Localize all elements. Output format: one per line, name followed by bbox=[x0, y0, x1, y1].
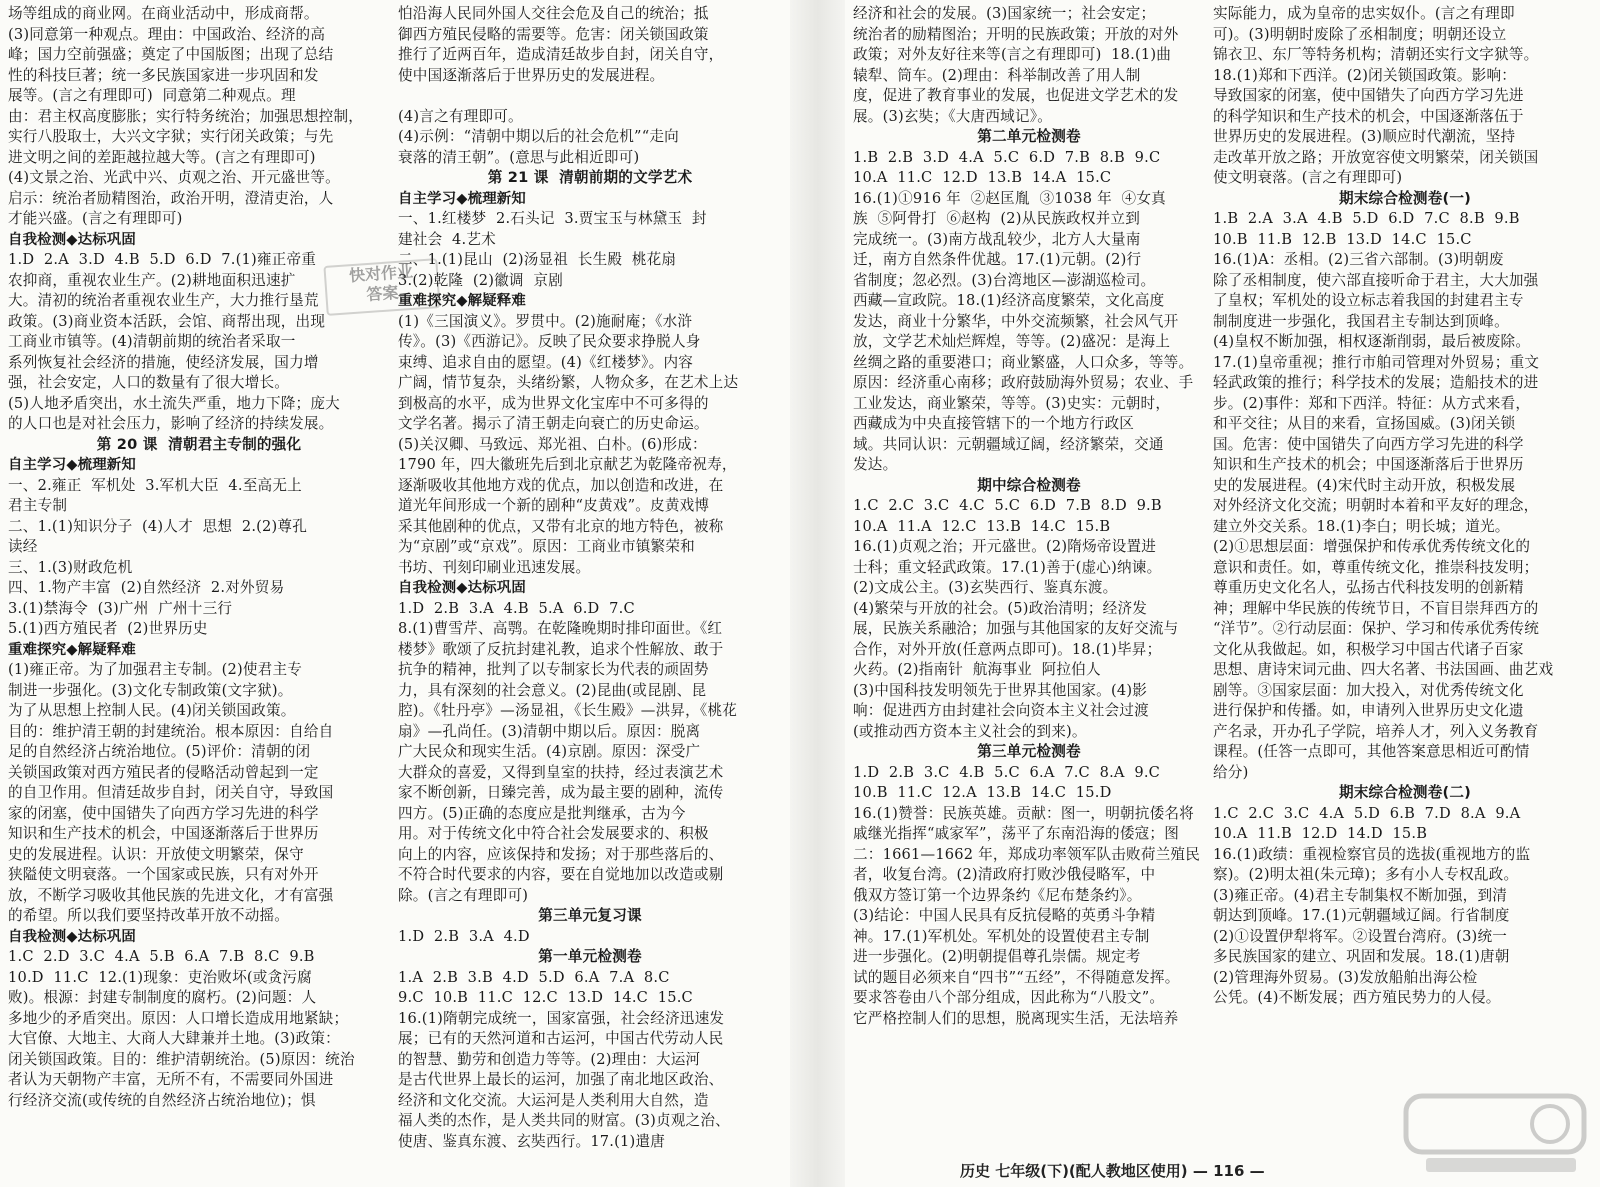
section-heading: 重难探究◆解疑释难 bbox=[398, 293, 526, 309]
answer-line: 四方。(5)正确的态度应是批判继承，古为今 bbox=[398, 804, 686, 822]
answer-line: (或推动西方资本主义社会的到来)。 bbox=[853, 722, 1087, 740]
answer-line: 强，社会安定，人口的数量有了很大增长。 bbox=[8, 374, 290, 391]
answer-line: 使唐、鉴真东渡、玄奘西行。17.(1)遣唐 bbox=[398, 1132, 665, 1150]
answer-line: 火药。(2)指南针 航海事业 阿拉伯人 bbox=[853, 661, 1101, 678]
answer-line: 农抑商，重视农业生产。(2)耕地面积迅速扩 bbox=[8, 271, 296, 289]
answer-line: 束缚、追求自由的愿望。(4)《红楼梦》。内容 bbox=[398, 353, 694, 371]
answer-line: 轻武政策的推行；科学技术的发展；造船技术的进 bbox=[1213, 374, 1539, 391]
answer-line: 3.(1)禁海令 (3)广州 广州十三行 bbox=[8, 599, 233, 617]
answer-line: 逐渐吸收其他地方戏的优点，加以创造和改进，在 bbox=[398, 476, 724, 494]
answer-line: 西藏—宣政院。18.(1)经济高度繁荣，文化高度 bbox=[853, 292, 1165, 309]
answer-line: 场等组成的商业网。在商业活动中，形成商帮。 bbox=[8, 5, 319, 22]
answer-line: 制制度进一步强化，我国君主专制达到顶峰。 bbox=[1213, 312, 1509, 330]
answer-line: 二：1661—1662 年，郑成功率领军队击败荷兰殖民 bbox=[853, 845, 1201, 863]
lesson-title: 第 20 课 清朝君主专制的强化 bbox=[96, 435, 302, 453]
answer-line: 族 ⑤阿骨打 ⑥赵构 (2)从民族政权并立到 bbox=[853, 210, 1141, 227]
answer-line: 怕沿海人民同外国人交往会危及自己的统治；抵 bbox=[398, 5, 709, 22]
answer-line: 福人类的杰作，是人类共同的财富。(3)贞观之治、 bbox=[398, 1112, 730, 1129]
answer-line: (4)繁荣与开放的社会。(5)政治清明；经济发 bbox=[853, 599, 1148, 617]
column-2 bbox=[398, 4, 782, 1187]
answer-line: (1)雍正帝。为了加强君主专制。(2)使君主专 bbox=[8, 661, 303, 678]
stamp-text: 答案 bbox=[365, 282, 400, 305]
answer-line: (4)言之有理即可。 bbox=[398, 107, 523, 125]
answer-line: 进行保护和传播。如，申请列入世界历史文化遗 bbox=[1213, 702, 1524, 719]
answer-line: 神。17.(1)军机处。军机处的设置使君主专制 bbox=[853, 927, 1150, 945]
answer-line: 展等。(言之有理即可) 同意第二种观点。理 bbox=[8, 87, 296, 104]
answer-line: 迁，南方自然条件优越。17.(1)元朝。(2)行 bbox=[853, 251, 1142, 268]
answer-line: 课程。(任答一点即可，其他答案意思相近可酌情 bbox=[1213, 743, 1530, 760]
answer-line: 制进一步强化。(3)文化专制政策(文字狱)。 bbox=[8, 681, 293, 699]
answer-line: 10.A 11.C 12.D 13.B 14.A 15.C bbox=[853, 169, 1112, 186]
answer-line: 君主专制 bbox=[8, 497, 68, 514]
answer-line: 10.A 11.B 12.D 14.D 15.B bbox=[1213, 825, 1428, 842]
answer-line: 的自卫作用。但清廷故步自封，闭关自守，导致国 bbox=[8, 784, 334, 801]
answer-line: 用。对于传统文化中符合社会发展要求的、积极 bbox=[398, 825, 709, 842]
answer-line: (4)文景之治、光武中兴、贞观之治、开元盛世等。 bbox=[8, 169, 340, 186]
answer-line: 给分) bbox=[1213, 763, 1249, 781]
answer-line: 关锁国政策对西方殖民者的侵略活动曾起到一定 bbox=[8, 763, 319, 781]
answer-line: 才能兴盛。(言之有理即可) bbox=[8, 210, 183, 227]
answer-line: 完成统一。(3)南方战乱较少，北方人大量南 bbox=[853, 230, 1141, 248]
answer-line: 大官僚、大地主、大商人大肆兼并土地。(3)政策： bbox=[8, 1030, 340, 1047]
answer-line: 家的闭塞，使中国错失了向西方学习先进的科学 bbox=[8, 804, 319, 822]
answer-line: (5)关汉卿、马致远、郑光祖、白朴。(6)形成： bbox=[398, 435, 707, 453]
answer-line: 的人口也是对社会压力，影响了经济的持续发展。 bbox=[8, 415, 334, 432]
answer-line: 为“京剧”或“京戏”。原因：工商业市镇繁荣和 bbox=[398, 538, 695, 555]
answer-line: 9.C 10.B 11.C 12.C 13.D 14.C 15.C bbox=[398, 989, 693, 1006]
answer-line: 的科学知识和生产技术的机会，中国逐渐落伍于 bbox=[1213, 107, 1524, 125]
answer-line bbox=[398, 86, 782, 107]
lesson-title: 期末综合检测卷(二) bbox=[1338, 784, 1472, 801]
answer-line: 意识和责任。如，尊重传统文化，推崇科技发明； bbox=[1213, 558, 1539, 576]
answer-line: 足的自然经济占统治地位。(5)评价：清朝的闭 bbox=[8, 743, 311, 760]
answer-line: 西藏成为中央直接管辖下的一个地方行政区 bbox=[853, 415, 1135, 432]
answer-line: 扇》—孔尚任。(3)清朝中期以后。原因：脱离 bbox=[398, 722, 701, 740]
answer-line: 可)。(3)明朝时废除了丞相制度；明朝还设立 bbox=[1213, 25, 1507, 43]
answer-line: 腔)。《牡丹亭》—汤显祖，《长生殿》—洪昇，《桃花 bbox=[398, 702, 738, 719]
answer-line: (3)雍正帝。(4)君主专制集权不断加强，到清 bbox=[1213, 886, 1508, 904]
answer-line: 1.C 2.C 3.C 4.A 5.D 6.B 7.D 8.A 9.A bbox=[1213, 804, 1521, 822]
answer-line: 广大民众和现实生活。(4)京剧。原因：深受广 bbox=[398, 743, 701, 760]
lesson-title: 期末综合检测卷(一) bbox=[1338, 189, 1472, 207]
answer-line: 知识和生产技术的机会，中国逐渐落后于世界历 bbox=[8, 825, 319, 842]
answer-line: 步。(2)事件：郑和下西洋。特征：从方式来看， bbox=[1213, 394, 1531, 412]
answer-line: “洋节”。②行动层面：保护、学习和传承优秀传统 bbox=[1213, 620, 1539, 637]
answer-line: (4)示例：“清朝中期以后的社会危机”“走向 bbox=[398, 128, 679, 145]
lesson-title: 第三单元检测卷 bbox=[977, 743, 1081, 760]
answer-line: 向上的内容，应该保持和发扬；对于那些落后的、 bbox=[398, 845, 724, 863]
answer-line: (4)皇权不断加强，相权逐渐削弱，最后被废除。 bbox=[1213, 333, 1531, 350]
lesson-title: 第 21 课 清朝前期的文学艺术 bbox=[487, 169, 693, 186]
answer-line: 16.(1)A：丞相。(2)三省六部制。(3)明朝废 bbox=[1213, 251, 1504, 268]
answer-line: 楼梦》歌颂了反抗封建礼教，追求个性解放、敢于 bbox=[398, 640, 724, 658]
answer-line: 的智慧、勤劳和创造力等等。(2)理由：大运河 bbox=[398, 1050, 701, 1068]
lesson-title: 期中综合检测卷 bbox=[977, 476, 1081, 494]
answer-line: 文学名著。揭示了清王朝走向衰亡的历史命运。 bbox=[398, 415, 709, 432]
answer-line: 发达。 bbox=[853, 456, 898, 473]
answer-line: 1.D 2.B 3.C 4.B 5.C 6.A 7.C 8.A 9.C bbox=[853, 763, 1161, 781]
answer-line: 17.(1)皇帝重视；推行市舶司管理对外贸易；重文 bbox=[1213, 353, 1540, 371]
answer-line: 除了丞相制度，使六部直接听命于君主，大大加强 bbox=[1213, 271, 1539, 289]
answer-line: 除。(言之有理即可) bbox=[398, 886, 529, 904]
answer-line: 不符合时代要求的内容，要在自觉地加以改造或剔 bbox=[398, 866, 724, 883]
answer-line: 产名录，开办孔子学院，培养人才，列入义务教育 bbox=[1213, 722, 1539, 740]
answer-line: 到极高的水平，成为世界文化宝库中不可多得的 bbox=[398, 394, 709, 412]
answer-line: 剧等。③国家层面：加大投入，对优秀传统文化 bbox=[1213, 681, 1524, 699]
answer-line: 放，不断学习吸收其他民族的先进文化，才有富强 bbox=[8, 886, 334, 904]
answer-line: 道光年间形成一个新的剧种“皮黄戏”。皮黄戏博 bbox=[398, 497, 710, 514]
answer-line: 为了从思想上控制人民。(4)闭关锁国政策。 bbox=[8, 702, 296, 719]
answer-line: 抗争的精神，批判了以专制家长为代表的顽固势 bbox=[398, 661, 709, 678]
answer-line: 性的科技巨著；统一多民族国家进一步巩固和发 bbox=[8, 66, 319, 84]
answer-line: 察)。(2)明太祖(朱元璋)；多有小人专权乱政。 bbox=[1213, 866, 1519, 883]
answer-line: 16.(1)政绩：重视检察官员的选拔(重视地方的监 bbox=[1213, 845, 1531, 863]
answer-line: 实际能力，成为皇帝的忠实奴仆。(言之有理即 bbox=[1213, 5, 1515, 22]
answer-line: (3)结论：中国人民具有反抗侵略的英勇斗争精 bbox=[853, 907, 1156, 924]
answer-line: 丝绸之路的重要港口；商业繁盛，人口众多，等等。 bbox=[853, 353, 1194, 371]
answer-line: 狭隘使文明衰落。一个国家或民族，只有对外开 bbox=[8, 866, 319, 883]
answer-line: (2)文成公主。(3)玄奘西行、鉴真东渡。 bbox=[853, 579, 1118, 596]
answer-line: 展。(3)玄奘；《大唐西域记》。 bbox=[853, 107, 1052, 125]
answer-line: 工业发达，商业繁荣，等等。(3)史实：元朝时， bbox=[853, 394, 1171, 412]
section-heading: 自主学习◆梳理新知 bbox=[8, 457, 136, 473]
section-heading: 自我检测◆达标巩固 bbox=[8, 928, 136, 945]
answer-line: 16.(1)①916 年 ②赵匡胤 ③1038 年 ④女真 bbox=[853, 189, 1166, 207]
answer-line: 是古代世界上最长的运河，加强了南北地区政治、 bbox=[398, 1071, 724, 1088]
section-heading: 自主学习◆梳理新知 bbox=[398, 190, 526, 207]
answer-line: 1.D 2.A 3.D 4.B 5.D 6.D 7.(1)雍正帝重 bbox=[8, 251, 317, 268]
answer-line: 国。危害：使中国错失了向西方学习先进的科学 bbox=[1213, 435, 1524, 453]
answer-line: 建立外交关系。18.(1)李白；明长城；道光。 bbox=[1213, 517, 1510, 535]
answer-line: 1.C 2.D 3.C 4.A 5.B 6.A 7.B 8.C 9.B bbox=[8, 948, 315, 965]
lesson-title: 第二单元检测卷 bbox=[977, 128, 1081, 145]
answer-line: 工商业市镇等。(4)清朝前期的统治者采取一 bbox=[8, 333, 296, 350]
answer-line: 1.C 2.C 3.C 4.C 5.C 6.D 7.B 8.D 9.B bbox=[853, 497, 1162, 514]
answer-line: 使中国逐渐落后于世界历史的发展进程。 bbox=[398, 66, 665, 84]
page-footer: 历史 七年级(下)(配人教地区使用) — 116 — bbox=[960, 1162, 1265, 1180]
section-heading: 重难探究◆解疑释难 bbox=[8, 641, 136, 658]
answer-line: 16.(1)贞观之治；开元盛世。(2)隋炀帝设置进 bbox=[853, 538, 1157, 555]
answer-line: 响：促进西方由封建社会向资本主义社会过渡 bbox=[853, 702, 1149, 719]
answer-line: 系列恢复社会经济的措施，使经济发展，国力增 bbox=[8, 353, 319, 371]
answer-line: (2)①思想层面：增强保护和传承优秀传统文化的 bbox=[1213, 538, 1531, 555]
answer-line: 辕犁、筒车。(2)理由：科举制改善了用人制 bbox=[853, 66, 1141, 84]
answer-line: 16.(1)赞誉：民族英雄。贡献：图一，明朝抗倭名将 bbox=[853, 804, 1194, 822]
column-1 bbox=[8, 4, 390, 1187]
answer-line: 二、1.(1)昆山 (2)汤显祖 长生殿 桃花扇 bbox=[398, 251, 677, 268]
answer-line: 10.A 11.A 12.C 13.B 14.C 15.B bbox=[853, 517, 1111, 535]
answer-line: 书坊、刊刻印刷业迅速发展。 bbox=[398, 558, 591, 576]
answer-line: 峰；国力空前强盛；奠定了中国版图；出现了总结 bbox=[8, 46, 334, 63]
column-3 bbox=[853, 4, 1205, 1134]
book-gutter bbox=[790, 0, 845, 1187]
answer-line: 三、1.(3)财政危机 bbox=[8, 558, 133, 576]
answer-line: 传》。(3)《西游记》。反映了民众要求挣脱人身 bbox=[398, 333, 701, 350]
answer-line: 它严格控制人们的思想，脱离现实生活，无法培养 bbox=[853, 1009, 1179, 1027]
answer-line: 试的题目必须来自“四书”“五经”，不得随意发挥。 bbox=[853, 968, 1180, 986]
answer-line: 10.B 11.B 12.B 13.D 14.C 15.C bbox=[1213, 230, 1472, 248]
answer-line: 文化从我做起。如，积极学习中国古代诸子百家 bbox=[1213, 640, 1524, 658]
answer-line: 由：君主权高度膨胀；实行特务统治；加强思想控制， bbox=[8, 107, 364, 125]
answer-line: 大群众的喜爱，又得到皇室的扶持，经过表演艺术 bbox=[398, 763, 724, 781]
answer-line: 闭关锁国政策。目的：维护清朝统治。(5)原因：统治 bbox=[8, 1050, 355, 1068]
answer-line: 域。共同认识：元朝疆域辽阔，经济繁荣，交通 bbox=[853, 435, 1164, 453]
lesson-title: 第三单元复习课 bbox=[538, 907, 642, 924]
answer-line: 公凭。(4)不断发展；西方殖民势力的人侵。 bbox=[1213, 989, 1501, 1006]
answer-line: 者认为天朝物产丰富，无所不有，不需要同外国进 bbox=[8, 1071, 334, 1088]
answer-line: 读经 bbox=[8, 538, 38, 555]
answer-line: 度，促进了教育事业的发展，也促进文学艺术的发 bbox=[853, 87, 1179, 104]
answer-line: 经济和文化交流。大运河是人类利用大自然，造 bbox=[398, 1091, 709, 1109]
answer-line: 对外经济文化交流；明朝时本着和平友好的理念， bbox=[1213, 497, 1539, 514]
answer-line: 进一步强化。(2)明朝提倡尊孔崇儒。规定考 bbox=[853, 948, 1141, 965]
answer-line: (3)同意第一种观点。理由：中国政治、经济的高 bbox=[8, 25, 326, 43]
answer-line: 史的发展进程。(4)宋代时主动开放，积极发展 bbox=[1213, 476, 1516, 494]
answer-line: 士科；重文轻武政策。17.(1)善于(虚心)纳谏。 bbox=[853, 558, 1162, 576]
answer-line: 一、2.雍正 军机处 3.军机大臣 4.至高无上 bbox=[8, 476, 302, 494]
answer-line: 1790 年，四大徽班先后到北京献艺为乾隆帝祝寿， bbox=[398, 456, 737, 473]
answer-line: 了皇权；军机处的设立标志着我国的封建君主专 bbox=[1213, 292, 1524, 309]
answer-line: 政策；对外友好往来等(言之有理即可) 18.(1)曲 bbox=[853, 46, 1172, 63]
answer-line: 建社会 4.艺术 bbox=[398, 230, 496, 248]
answer-line: 者，收复台湾。(2)清政府打败沙俄侵略军，中 bbox=[853, 866, 1156, 883]
answer-line: 展，民族关系融洽；加强与其他国家的友好交流与 bbox=[853, 620, 1179, 637]
answer-line: 10.B 11.C 12.A 13.B 14.C 15.D bbox=[853, 784, 1112, 801]
answer-line: 世界历史的发展进程。(3)顺应时代潮流，坚持 bbox=[1213, 128, 1516, 145]
answer-line: 1.B 2.B 3.D 4.A 5.C 6.D 7.B 8.B 9.C bbox=[853, 148, 1161, 166]
answer-line: 政策。(3)商业资本活跃，会馆、商帮出现，出现 bbox=[8, 312, 326, 330]
answer-line: 的希望。所以我们要坚持改革开放不动摇。 bbox=[8, 907, 290, 924]
answer-line: 尊重历史文化名人，弘扬古代科技发明的创新精 bbox=[1213, 579, 1524, 596]
answer-line: 省制度；忽必烈。(3)台湾地区—澎湖巡检司。 bbox=[853, 271, 1156, 289]
answer-line: 知识和生产技术的机会；中国逐渐落后于世界历 bbox=[1213, 456, 1524, 473]
answer-line: 御西方殖民侵略的需要等。危害：闭关锁国政策 bbox=[398, 25, 709, 43]
section-heading: 自我检测◆达标巩固 bbox=[398, 580, 526, 596]
answer-line: 进文明之间的差距越拉越大等。(言之有理即可) bbox=[8, 148, 316, 166]
answer-line: 3.(2)乾隆 (2)徽调 京剧 bbox=[398, 271, 563, 289]
answer-line: 1.D 2.B 3.A 4.D bbox=[398, 927, 530, 945]
answer-line: 推行了近两百年，造成清廷故步自封，闭关自守， bbox=[398, 46, 724, 63]
answer-line: 导致国家的闭塞，使中国错失了向西方学习先进 bbox=[1213, 87, 1524, 104]
answer-line: (3)中国科技发明领先于世界其他国家。(4)影 bbox=[853, 681, 1148, 699]
answer-line: 1.D 2.B 3.A 4.B 5.A 6.D 7.C bbox=[398, 599, 635, 617]
answer-line: 8.(1)曹雪芹、高鹗。在乾隆晚期时排印面世。《红 bbox=[398, 620, 723, 637]
lesson-title: 第一单元检测卷 bbox=[538, 948, 642, 965]
answer-line: 发达，商业十分繁华，中外交流频繁，社会风气开 bbox=[853, 312, 1179, 330]
answer-line: 原因：经济重心南移；政府鼓励海外贸易；农业、手 bbox=[853, 374, 1194, 391]
answer-line: 史的发展进程。认识：开放使文明繁荣，保守 bbox=[8, 845, 304, 863]
answer-line: 经济和社会的发展。(3)国家统一；社会安定； bbox=[853, 5, 1156, 22]
answer-line: 16.(1)隋朝完成统一，国家富强，社会经济迅速发 bbox=[398, 1009, 725, 1027]
answer-line: 1.A 2.B 3.B 4.D 5.D 6.A 7.A 8.C bbox=[398, 968, 670, 986]
answer-line: 目的：维护清王朝的封建统治。根本原因：自给自 bbox=[8, 722, 334, 740]
answer-line: (1)《三国演义》。罗贯中。(2)施耐庵；《水浒 bbox=[398, 312, 693, 330]
answer-line: 大。清初的统治者重视农业生产，大力推行垦荒 bbox=[8, 292, 319, 309]
answer-line: 启示：统治者励精图治，政治开明，澄清吏治，人 bbox=[8, 189, 334, 207]
answer-line: 实行八股取士，大兴文字狱；实行闭关政策；与先 bbox=[8, 128, 334, 145]
answer-line: 统治者的励精图治；开明的民族政策；开放的对外 bbox=[853, 25, 1179, 43]
answer-line: 放，文学艺术灿烂辉煌，等等。(2)盛况：是海上 bbox=[853, 333, 1171, 350]
answer-line: 18.(1)郑和下西洋。(2)闭关锁国政策。影响： bbox=[1213, 66, 1517, 84]
answer-line: (5)人地矛盾突出，水土流失严重，地力下降；庞大 bbox=[8, 394, 340, 412]
answer-line: 多民族国家的建立、巩固和发展。18.(1)唐朝 bbox=[1213, 948, 1510, 965]
answer-line: 多地少的矛盾突出。原因：人口增长造成用地紧缺； bbox=[8, 1009, 349, 1027]
answer-line: 戚继光指挥“戚家军”，荡平了东南沿海的倭寇；图 bbox=[853, 825, 1179, 842]
answer-line: (2)①设置伊犁将军。②设置台湾府。(3)统一 bbox=[1213, 927, 1508, 945]
answer-line: 展；已有的天然河道和古运河，中国古代劳动人民 bbox=[398, 1030, 724, 1047]
answer-line: 使文明衰落。(言之有理即可) bbox=[1213, 169, 1403, 186]
answer-line: 1.B 2.A 3.A 4.B 5.D 6.D 7.C 8.B 9.B bbox=[1213, 210, 1520, 227]
stamp-text: 快对作业 bbox=[348, 261, 414, 286]
answer-line: 合作，对外开放(任意两点即可)。18.(1)毕昇； bbox=[853, 640, 1162, 658]
answer-line: 10.D 11.C 12.(1)现象：吏治败坏(或贪污腐 bbox=[8, 968, 312, 986]
section-heading: 自我检测◆达标巩固 bbox=[8, 231, 136, 248]
answer-line: 要求答卷由八个部分组成，因此称为“八股文”。 bbox=[853, 989, 1165, 1006]
answer-line: 四、1.物产丰富 (2)自然经济 2.对外贸易 bbox=[8, 579, 285, 596]
answer-line: 走改革开放之路；开放宽容使文明繁荣，闭关锁国 bbox=[1213, 148, 1539, 166]
answer-line: 5.(1)西方殖民者 (2)世界历史 bbox=[8, 620, 208, 637]
answer-line: 和平交往；从目的来看，宣扬国威。(3)闭关锁 bbox=[1213, 415, 1516, 432]
answer-line: 俄双方签订第一个边界条约《尼布楚条约》。 bbox=[853, 886, 1142, 904]
answer-line: 败)。根源：封建专制制度的腐朽。(2)问题：人 bbox=[8, 989, 317, 1006]
answer-line: 广阔，情节复杂，头绪纷繁，人物众多，在艺术上达 bbox=[398, 374, 739, 391]
answer-line: 力，具有深刻的社会意义。(2)昆曲(或昆剧、昆 bbox=[398, 681, 707, 699]
answer-line: 思想、唐诗宋词元曲、四大名著、书法国画、曲艺戏 bbox=[1213, 661, 1554, 678]
answer-line: 一、1.红楼梦 2.石头记 3.贾宝玉与林黛玉 封 bbox=[398, 210, 707, 227]
answer-line: 行经济交流(或传统的自然经济占统治地位)；惧 bbox=[8, 1091, 316, 1109]
answer-line: 朝达到顶峰。17.(1)元朝疆域辽阔。行省制度 bbox=[1213, 907, 1510, 924]
answer-line: 神；理解中华民族的传统节日，不盲目崇拜西方的 bbox=[1213, 599, 1539, 617]
answer-line: (2)管理海外贸易。(3)发放船舶出海公检 bbox=[1213, 968, 1478, 986]
answer-line: 二、1.(1)知识分子 (4)人才 思想 2.(2)尊孔 bbox=[8, 517, 308, 535]
answer-line: 家不断创新，日臻完善，成为最主要的剧种，流传 bbox=[398, 784, 724, 801]
column-4 bbox=[1213, 4, 1597, 1134]
answer-line: 锦衣卫、东厂等特务机构；清朝还实行文字狱等。 bbox=[1213, 46, 1539, 63]
answer-line: 采其他剧种的优点，又带有北京的地方特色，被称 bbox=[398, 517, 724, 535]
answer-line: 衰落的清王朝”。(意思与此相近即可) bbox=[398, 148, 640, 166]
